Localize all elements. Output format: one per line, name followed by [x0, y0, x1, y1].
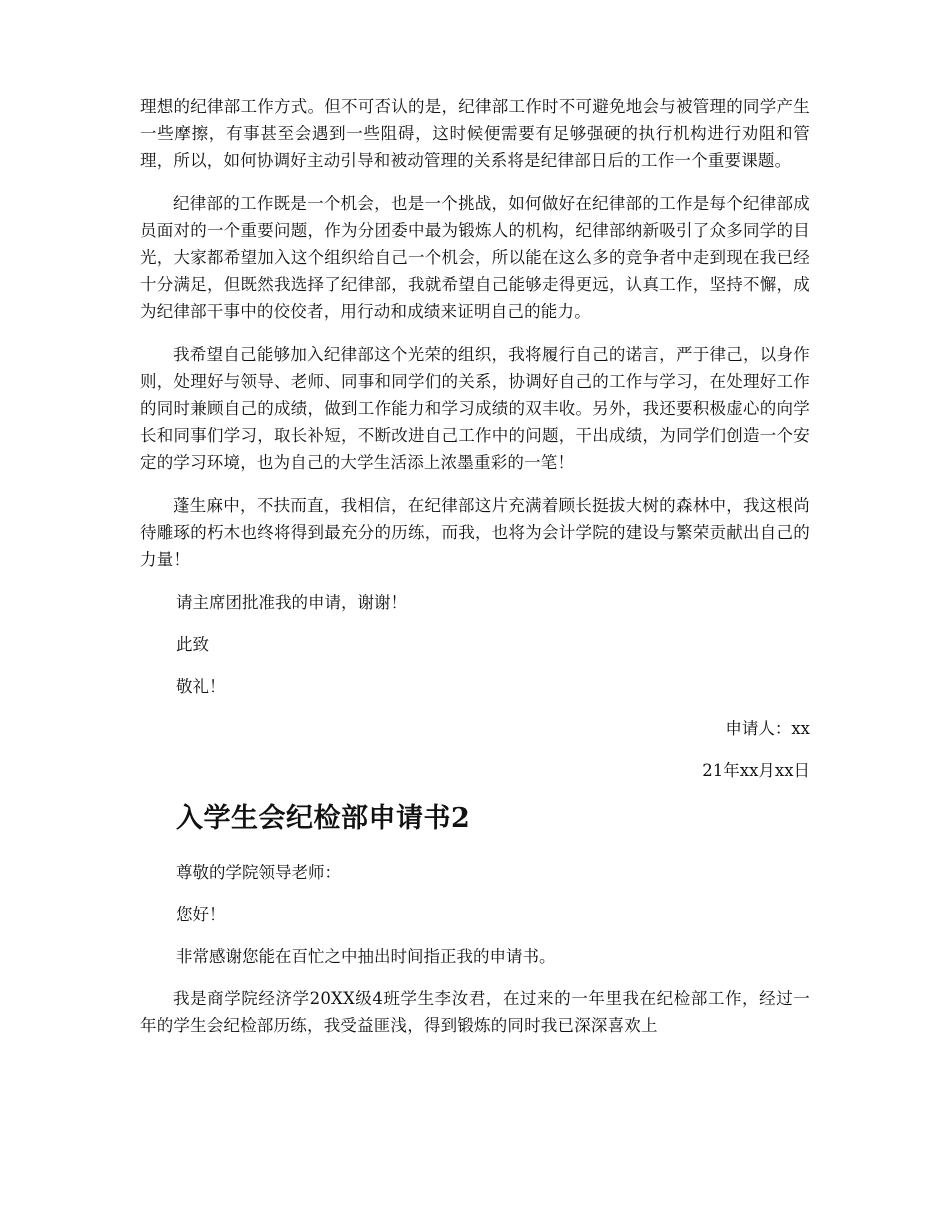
paragraph: 蓬生麻中，不扶而直，我相信，在纪律部这片充满着顾长挺拔大树的森林中，我这根尚待雕琢的朽木也终将得到最充分的历练，而我，也将为会计学院的建设与繁荣贡献出自己的力量！: [140, 496, 810, 569]
paragraph: 我是商学院经济学20XX级4班学生李汝君，在过来的一年里我在纪检部工作，经过一年的学生会纪检部历练，我受益匪浅，得到锻炼的同时我已深深喜欢上: [140, 989, 810, 1035]
closing-line: 此致: [176, 635, 209, 654]
closing-line: 敬礼！: [176, 677, 226, 696]
paragraph: 理想的纪律部工作方式。但不可否认的是，纪律部工作时不可避免地会与被管理的同学产生一些摩擦，有事甚至会遇到一些阻碍，这时候便需要有足够强硬的执行机构进行劝阻和管理，所以，如何协调好主动引导和被动管理的关系将是纪律部日后的工作一个重要课题。: [140, 97, 810, 170]
thanks-line: 非常感谢您能在百忙之中抽出时间指正我的申请书。: [176, 947, 556, 966]
paragraph: 我希望自己能够加入纪律部这个光荣的组织，我将履行自己的诺言，严于律己，以身作则，处理好与领导、老师、同事和同学们的关系，协调好自己的工作与学习，在处理好工作的同时兼顾自己的成绩，做到工作能力和学习成绩的双丰收。另外，我还要积极虚心的向学长和同事们学习，取长补短，不断改进自己工作中的问题，干出成绩，为同学们创造一个安定的学习环境，也为自己的大学生活添上浓墨重彩的一笔！: [140, 345, 810, 472]
section-heading: 入学生会纪检部申请书2: [176, 803, 471, 834]
request-line: 请主席团批准我的申请，谢谢！: [176, 593, 407, 612]
document-body: [140, 93, 810, 1055]
greeting: 您好！: [176, 905, 226, 924]
salutation: 尊敬的学院领导老师：: [176, 863, 341, 882]
signature: 申请人：xx: [725, 719, 810, 738]
paragraph: 纪律部的工作既是一个机会，也是一个挑战，如何做好在纪律部的工作是每个纪律部成员面对的一个重要问题，作为分团委中最为锻炼人的机构，纪律部纳新吸引了众多同学的目光，大家都希望加入这个组织给自己一个机会，所以能在这么多的竞争者中走到现在我已经十分满足，但既然我选择了纪律部，我就希望自己能够走得更远，认真工作，坚持不懈，成为纪律部干事中的佼佼者，用行动和成绩来证明自己的能力。: [140, 194, 810, 321]
date: 21年xx月xx日: [702, 761, 810, 780]
